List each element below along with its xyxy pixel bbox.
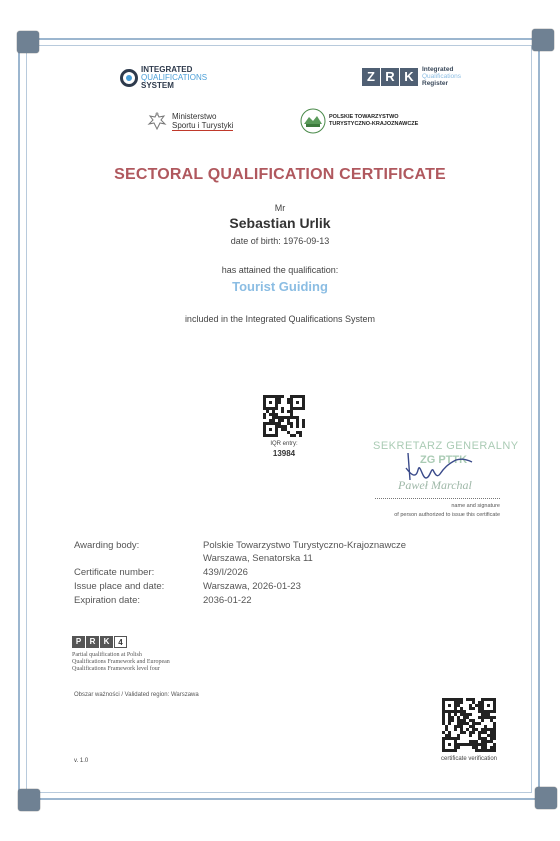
certificate-number-label: Certificate number: (74, 567, 155, 578)
qr-module (493, 749, 496, 752)
iqs-logo-line1: INTEGRATED (141, 65, 193, 74)
iqr-number: 13984 (272, 449, 296, 458)
zrk-line1: Integrated (422, 66, 454, 73)
included-text: included in the Integrated Qualifications System (184, 314, 376, 324)
zrk-letter: K (400, 68, 418, 86)
iqr-qr-code (263, 395, 305, 437)
zrk-letter: R (381, 68, 399, 86)
date-of-birth: date of birth: 1976-09-13 (230, 236, 330, 246)
awarding-body-value: Polskie Towarzystwo Turystyczno-Krajoznawcze (203, 540, 407, 551)
corner-ornament (535, 787, 557, 809)
iqr-label: IQR entry: (270, 441, 298, 447)
zrk-line3: Register (422, 80, 449, 87)
pttk-emblem-icon (300, 108, 326, 134)
version-label: v. 1.0 (74, 758, 89, 764)
iqs-logo (120, 66, 207, 90)
salutation: Mr (274, 203, 286, 213)
corner-ornament (18, 789, 40, 811)
issue-value: Warszawa, 2026-01-23 (203, 581, 301, 592)
signature-caption-2: of person authorized to issue this certificate (394, 512, 500, 518)
stamp-name: Paweł Marchal (398, 478, 472, 492)
pttk-line1: POLSKIE TOWARZYSTWO (329, 114, 399, 120)
prk-letter: R (86, 636, 99, 648)
qualification-name: Tourist Guiding (232, 279, 328, 294)
validated-region: Obszar ważności / Validated region: Warszawa (74, 692, 199, 698)
prk-level: 4 (114, 636, 127, 648)
corner-ornament (17, 31, 39, 53)
pttk-line2: TURYSTYCZNO-KRAJOZNAWCZE (329, 121, 419, 127)
expiration-label: Expiration date: (74, 595, 141, 606)
prk-letter: P (72, 636, 85, 648)
iqs-logo-line2: QUALIFICATIONS (141, 73, 208, 82)
verification-qr-code[interactable] (442, 698, 496, 752)
ministry-line1: Ministerstwo (172, 111, 217, 121)
handwritten-signature (398, 448, 478, 488)
signature-line (375, 498, 500, 499)
ministry-logo (146, 110, 233, 132)
attained-text: has attained the qualification: (221, 265, 339, 275)
signature-caption-1: name and signature (451, 503, 500, 509)
zrk-line2: Qualifications (422, 73, 462, 80)
prk-logo (72, 636, 128, 648)
iqs-logo-line3: SYSTEM (141, 81, 174, 90)
prk-line1: Partial qualification at Polish (72, 652, 142, 658)
awarding-body-label: Awarding body: (74, 540, 140, 551)
qr-module (302, 434, 305, 437)
prk-letter: K (100, 636, 113, 648)
stamp-line1: SEKRETARZ GENERALNY (373, 440, 519, 452)
expiration-value: 2036-01-22 (203, 595, 252, 606)
prk-line3: Qualifications Framework level four (72, 666, 160, 672)
pttk-logo (300, 108, 418, 134)
prk-description (72, 652, 170, 673)
iqs-logo-icon (120, 69, 138, 87)
corner-ornament (532, 29, 554, 51)
zrk-letter: Z (362, 68, 380, 86)
holder-name: Sebastian Urlik (229, 215, 331, 231)
stamp-line2: ZG PTTK (420, 454, 468, 466)
eagle-emblem-icon (146, 110, 168, 132)
issue-label: Issue place and date: (74, 581, 165, 592)
verification-label: certificate verification (440, 756, 498, 762)
zrk-logo (362, 66, 461, 87)
certificate-title: SECTORAL QUALIFICATION CERTIFICATE (114, 166, 446, 183)
prk-line2: Qualifications Framework and European (72, 659, 170, 665)
awarding-body-address: Warszawa, Senatorska 11 (203, 553, 313, 564)
certificate-number-value: 439/I/2026 (203, 567, 248, 578)
ministry-line2: Sportu i Turystyki (172, 120, 234, 130)
